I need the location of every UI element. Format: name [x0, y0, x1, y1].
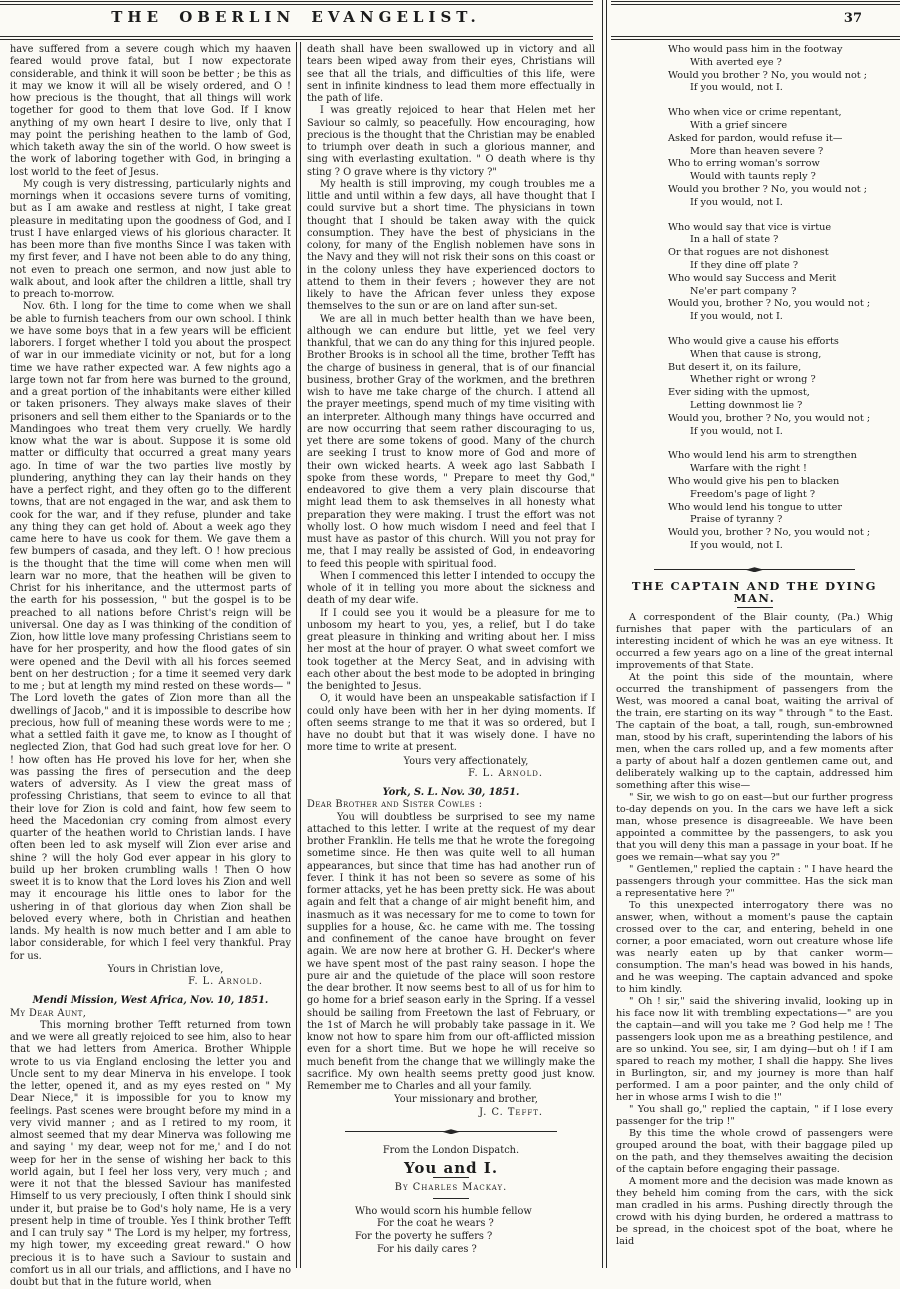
header-rule-top-right — [611, 1, 900, 5]
poem-line: If you would, not I. — [690, 311, 783, 323]
poem-line: Who would say that vice is virtue — [668, 221, 832, 233]
article-paragraph: " Sir, we wish to go on east—but our further progress to-day depends on you. In the cars we have left a sick man, whose presence is disagreeable. We have been appointed a committee by the passengers, to ask you that you will deny this man a passage in your boat. If he goes we remain—what say you ?" — [616, 791, 893, 863]
poem-byline: By Charles Mackay. — [394, 1182, 508, 1194]
poem-line: When that cause is strong, — [690, 348, 822, 360]
poem-line: Would you, brother ? No, you would not ; — [668, 527, 871, 539]
letter-paragraph: When I commenced this letter I intended to occupy the whole of it in telling you more about the sickness and death of my dear wife. — [307, 570, 595, 607]
poem-line: Warfare with the right ! — [690, 463, 807, 475]
poem-line: Who would lend his tongue to utter — [668, 501, 843, 513]
poem-line: Ne'er part company ? — [690, 285, 797, 297]
mini-rule — [737, 607, 773, 608]
letter-signature: F. L. Arnold. — [468, 767, 543, 779]
letter-paragraph: You will doubtless be surprised to see my name attached to this letter. I write at the request of my dear brother Franklin. He tells me that he wrote the foregoing sometime since. He then was quite well to all human appearances, but since that time has had another run of fever. I think it has not been so severe as some of his former attacks, yet he has been pretty sick. He was about again and felt that a change of air might benefit him, and inasmuch as it was necessary for me to come to town for supplies for a house, &c. he came with me. The tossing and confinement of the canoe have brought on fever again. We are now here at brother G. H. Decker's where we have spent most of the past rainy season. I hope the pure air and the quietude of the place will soon restore the dear brother. It now seems best to all of us for him to go home for a brief season early in the Spring. If a vessel should be sailing from Freetown the last of February, or the 1st of March he will probably take passage in it. We know not how to spare him from our oft-afflicted mission even for a short time. But we hope he will receive so much benefit from the change that we willingly make the sacrifice. My own health seems pretty good just know. Remember me to Charles and all your family. — [307, 811, 595, 1092]
poem-line: Who to erring woman's sorrow — [668, 158, 820, 170]
poem-line: Who would lend his arm to strengthen — [668, 450, 857, 462]
column-divider-rule-2 — [602, 0, 607, 1268]
poem-line: Would you brother ? No, you would not ; — [668, 69, 868, 81]
poem-line: For his daily cares ? — [377, 1243, 477, 1255]
column-2 — [307, 44, 595, 1257]
poem-line: If you would, not I. — [690, 539, 783, 551]
poem-line: Who would say Success and Merit — [668, 272, 837, 284]
article-paragraph: A correspondent of the Blair county, (Pa.) Whig furnishes that paper with the particulars of an interesting incident of which he was an eye witness. It occurred a few years ago on a line of the great internal improvements of that State. — [616, 611, 893, 671]
poem-line: Or that rogues are not dishonest — [668, 247, 829, 259]
letter-paragraph: have suffered from a severe cough which my haaven feared would prove fatal, but I now expectorate considerable, and think it will soon be better ; be this as it may we know it will all be wisely ordered, and O ! how precious is the thought, that all things will work together for good to them that love God. If I know anything of my own heart I desire to live, only that I may point the perishing heathen to the lamb of God, which taketh away the sin of the world. O how sweet is the work of laboring together with God, in bringing a lost world to the feet of Jesus. — [10, 44, 291, 178]
poem-stanza — [616, 107, 893, 209]
letter-signature: J. C. Tefft. — [479, 1106, 543, 1118]
masthead-title: THE OBERLIN EVANGELIST. — [111, 8, 481, 26]
article-paragraph: " Oh ! sir," said the shivering invalid, looking up in his face now lit with trembling expectations—" are you the captain—and will you take me ? God help me ! The passengers look upon me as a breathing pestilence, and are so unkind. You see, sir, I am dying—but oh ! if I am spared to reach my mother, I shall die happy. She lives in Burlington, sir, and my journey is more than half performed. I am a poor painter, and the only child of her in whose arms I wish to die !" — [616, 995, 893, 1103]
poem-line: If you would, not I. — [690, 82, 783, 94]
poem-line: Freedom's page of light ? — [690, 488, 816, 500]
poem-line: Letting downmost lie ? — [690, 399, 803, 411]
letter-paragraph: My health is still improving, my cough troubles me a little and until within a few days, all have thought that I could survive but a short time. The physicians in town thought that I should be taken away with the quick consumption. They have the best of physicians in the colony, for many of the English noblemen have sons in the Navy and they will not risk their sons on this coast or in the colony unless they have experienced doctors to attend to them in their fevers ; however they are not likely to have the African fever unless they expose themselves to the sun or are on land after sun-set. — [307, 178, 595, 313]
poem-line: Whether right or wrong ? — [690, 374, 816, 386]
poem-line: Would you, brother ? No, you would not ; — [668, 412, 871, 424]
mini-rule — [433, 1198, 469, 1199]
article-paragraph: " You shall go," replied the captain, " if I lose every passenger for the trip !" — [616, 1103, 893, 1127]
article-paragraph: By this time the whole crowd of passengers were grouped around the boat, with their baggage piled up on the path, and they themselves awaiting the decision of the captain before engaging their passage. — [616, 1127, 893, 1175]
poem-source-line: From the London Dispatch. — [382, 1144, 520, 1156]
poem-line: Who would pass him in the footway — [668, 44, 843, 55]
letter-salutation: My Dear Aunt, — [10, 1007, 87, 1019]
poem-title: You and I. — [403, 1159, 499, 1177]
letter-paragraph: This morning brother Tefft returned from town and we were all greatly rejoiced to see him, also to hear that we had letters from America. Brother Whipple wrote to us via England enclosing the letter you and Uncle sent to my dear Minerva in his envelope. I took the letter, opened it, and as my eyes rested on " My Dear Niece," it is impossible for you to know my feelings. Past scenes were brought before my mind in a very vivid manner ; and as I retired to my room, it almost seemed that my dear Minerva was following me and saying ' my dear, weep not for me,' and I do not weep for her in the sense of wishing her back to this world again, but I feel her loss very, very much ; and were it not that the blessed Saviour has manifested Himself to us very preciously, I often think I should sink under it, but praise be to God's holy name, He is a very present help in time of trouble. Yes I think brother Tefft and I can truly say " The Lord is my helper, my fortress, my high tower, my exceeding great reward." O how precious it is to have such a Saviour to sustain and comfort us in all our trials, and afflictions, and I have no doubt but that in the future world, when — [10, 1019, 291, 1288]
letter-paragraph: I was greatly rejoiced to hear that Helen met her Saviour so calmly, so peacefully. How encouraging, how precious is the thought that the Christian may be enabled to triumph over death in such a glorious manner, and sing with everlasting exultation. " O death where is thy sting ? O grave where is thy victory ?" — [307, 105, 595, 178]
poem-line: Would with taunts reply ? — [690, 171, 816, 183]
article-paragraph: " Gentlemen," replied the captain : " I have heard the passengers through your committee. Has the sick man a representative here ?" — [616, 863, 893, 899]
letter-paragraph: We are all in much better health than we have been, although we can endure but little, yet we feel very thankful, that we can do any thing for this injured people. Brother Brooks is in school all the time, brother Tefft has the charge of business in general, that is of our financial business, brother Gray of the workmen, and the brethren wish to have me take charge of the church. I attend all the prayer meetings, spend much of my time visiting with an interpreter. Although many things have occurred and are now occurring that seem rather discouraging to us, yet there are some tokens of good. Many of the church are seeking I trust to know more of God and more of their own wicked hearts. A week ago last Sabbath I spoke from these words, " Prepare to meet thy God," endeavored to give them a very plain discourse that might lead them to ask themselves in all honesty what preparation they were making. I trust the effort was not wholly lost. O how much wisdom I need and feel that I must have as pastor of this church. Will you not pray for me, that I may really be assisted of God, in endeavoring to feed this people with spiritual food. — [307, 313, 595, 570]
mini-rule — [433, 1177, 469, 1178]
poem-line: For the poverty he suffers ? — [355, 1231, 493, 1243]
letter-dateline: Mendi Mission, West Africa, Nov. 10, 1851. — [32, 995, 269, 1007]
column-3 — [616, 44, 893, 1248]
header-rule-bottom-right — [611, 36, 900, 40]
letter-signature: F. L. Arnold. — [188, 976, 263, 987]
letter-valediction: Your missionary and brother, — [394, 1094, 538, 1106]
letter-dateline: York, S. L. Nov. 30, 1851. — [382, 787, 520, 798]
section-divider — [345, 1127, 557, 1137]
letter-paragraph: O, it would have been an unspeakable satisfaction if I could only have been with her in her dying moments. If often seems strange to me that it was so ordered, but I have no doubt but that it was wisely done. I have no more time to write at present. — [307, 693, 595, 754]
poem-stanza — [616, 222, 893, 324]
poem-line: More than heaven severe ? — [690, 145, 824, 157]
poem-line: Praise of tyranny ? — [690, 514, 783, 526]
poem-stanza — [616, 450, 893, 552]
column-divider-rule-1 — [296, 42, 301, 1268]
poem-line: Asked for pardon, would refuse it— — [668, 132, 843, 144]
header-rule-top-left — [0, 1, 593, 5]
letter-valediction: Yours very affectionately, — [403, 755, 529, 767]
poem-stanza — [616, 44, 893, 95]
letter-valediction: Yours in Christian love, — [107, 963, 224, 975]
poem-line: With averted eye ? — [690, 56, 782, 68]
header-rule-bottom-left — [0, 36, 593, 40]
poem-stanza — [307, 1206, 595, 1257]
letter-paragraph: Nov. 6th. I long for the time to come when we shall be able to furnish teachers from our own school. I think we have some boys that in a few years will be efficient laborers. I forget whether I told you about the prospect of war in our immediate vicinity or not, but for a long time we have rather expected war. A few nights ago a large town not far from here was burned to the ground, and a great portion of the inhabitants were either killed or taken prisoners. They always make slaves of their prisoners and sell them either to the Spaniards or to the Mandingoes who treat them very cruelly. We hardly know what the war is about. Suppose it is some old matter or difficulty that occurred a great many years ago. In time of war the two parties live mostly by plundering, anything they can lay their hands on they have a perfect right, and they often go to the different towns, that are not engaged in the war, and ask them to cook for the war, and if they refuse, plunder and take any thing they can get hold of. About a week ago they came here to have us cook for them. We gave them a few bumpers of casada, and they left. O ! how precious is the thought that the time will come when men will learn war no more, that the heathen will be given to Christ for his inheritance, and the uttermost parts of the earth for his possession, " but the gospel is to be preached to all nations before Christ's reign will be universal. One day as I was thinking of the condition of Zion, how little love many professing Christians seem to have for her prosperity, and how the flood gates of sin were opened and the Devil with all his forces seemed bent on her destruction ; for a time it seemed very dark to me ; but at length my mind rested on these words— " The Lord loveth the gates of Zion more than all the dwellings of Jacob," and it is impossible to describe how precious, how full of meaning these words were to me ; what a settled faith it gave me, to know as I thought of neglected Zion, that God had such great love for her. O ! how often has He proved his love for her, when she was passing the fires of persecution and the deep waters of adversity. As I view the great mass of professing Christians, that seem to evince to all that their love for Zion is cold and faint, how few seem to heed the Macedonian cry coming from almost every quarter of the heathen world to Christian lands. I have often been led to ask myself will Zion ever arise and shine ? will the holy God ever appear in his glory to build up her broken crumbling walls ! Then O how sweet it is to know that the Lord loves his Zion and well may it encourage his little ones to labor for the ushering in of that glorious day when Zion shall be beloved every where, both in Christian and heathen lands. My health is now much better and I am able to labor considerable, for which I feel very thankful. Pray for us. — [10, 301, 291, 962]
poem-line: Who would give his pen to blacken — [668, 475, 840, 487]
poem-line: Ever siding with the upmost, — [668, 387, 810, 399]
poem-line: Who would scorn his humble fellow — [355, 1205, 532, 1217]
poem-line: In a hall of state ? — [690, 234, 779, 246]
article-heading: THE CAPTAIN AND THE DYING MAN. — [631, 578, 878, 605]
article-paragraph: At the point this side of the mountain, where occurred the transhipment of passengers from the West, was moored a canal boat, waiting the arrival of the train, ere starting on its way " through " to the East. The captain of the boat, a tall, rough, sun-embrowned man, stood by his craft, superintending the labors of his men, when the cars rolled up, and a few moments after a party of about half a dozen gentlemen came out, and deliberately walking up to the captain, addressed him something after this wise— — [616, 671, 893, 791]
letter-paragraph: My cough is very distressing, particularly nights and mornings when it occasions severe turns of vomiting, but as I am awake and restless at night, I take great pleasure in meditating upon the goodness of God, and I trust I have enlarged views of his glorious character. It has been more than five months Since I was taken with my first fever, and I have not been able to do any thing, not even to preach one sermon, and now just able to walk about, and look after the children a little, shall try to preach to-morrow. — [10, 178, 291, 300]
poem-line: But desert it, on its failure, — [668, 361, 802, 373]
poem-line: Who would give a cause his efforts — [668, 335, 839, 347]
page-number: 37 — [843, 11, 862, 26]
letter-paragraph: death shall have been swallowed up in victory and all tears been wiped away from their eyes, Christians will see that all the trials, and difficulties of this life, were sent in infinite kindness to lead them more effectually in the path of life. — [307, 44, 595, 104]
poem-line: Would you brother ? No, you would not ; — [668, 183, 868, 195]
poem-line: Who when vice or crime repentant, — [668, 107, 842, 119]
column-1 — [10, 44, 291, 1289]
section-divider — [654, 565, 855, 575]
poem-line: If they dine off plate ? — [690, 259, 799, 271]
letter-paragraph: If I could see you it would be a pleasure for me to unbosom my heart to you, yes, a relief, but I do take great pleasure in thinking and writing about her. I miss her most at the hour of prayer. O what sweet comfort we took together at the Mercy Seat, and in advising with each other about the best mode to be adopted in bringing the benighted to Jesus. — [307, 607, 595, 692]
article-paragraph: To this unexpected interrogatory there was no answer, when, without a moment's pause the captain crossed over to the car, and entering, beheld in one corner, a poor emaciated, worn out creature whose life was nearly eaten up by that canker worm—consumption. The man's head was bowed in his hands, and he was weeping. The captain advanced and spoke to him kindly. — [616, 899, 893, 995]
poem-line: If you would, not I. — [690, 196, 783, 208]
article-paragraph: A moment more and the decision was made known as they beheld him coming from the cars, with the sick man cradled in his arms. Pushing directly through the crowd with his dying burden, he ordered a mattrass to be spread, in the choicest spot of the boat, where he laid — [616, 1175, 893, 1247]
letter-salutation: Dear Brother and Sister Cowles : — [307, 799, 483, 811]
poem-line: For the coat he wears ? — [377, 1218, 494, 1230]
poem-line: If you would, not I. — [690, 425, 783, 437]
poem-line: Would you, brother ? No, you would not ; — [668, 298, 871, 310]
poem-stanza — [616, 336, 893, 438]
poem-line: With a grief sincere — [690, 119, 788, 131]
